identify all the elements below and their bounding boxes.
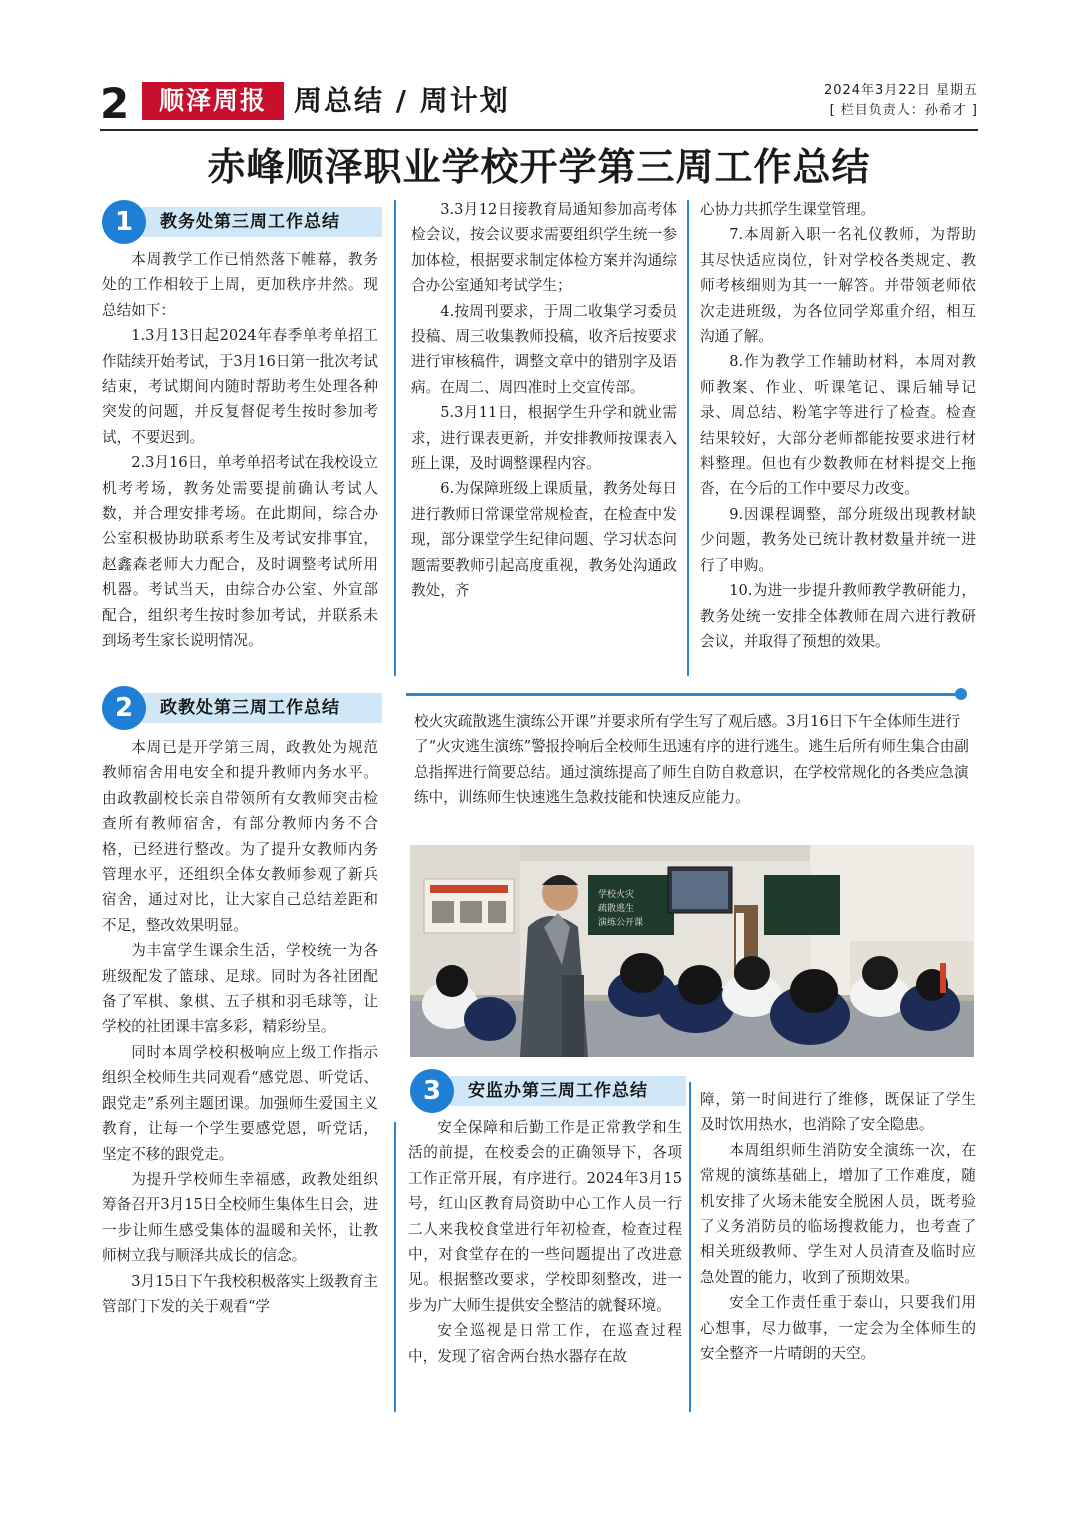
paragraph: 障，第一时间进行了维修，既保证了学生及时饮用热水，也消除了安全隐患。	[700, 1091, 976, 1134]
column-divider	[394, 200, 396, 676]
section-title: 周总结 / 周计划	[294, 84, 510, 117]
paragraph: 安全工作责任重于泰山，只要我们用心想事，尽力做事，一定会为全体师生的安全整齐一片晴朗的天空。	[700, 1294, 976, 1363]
section-3-column-2	[700, 1087, 976, 1366]
paragraph: 同时本周学校积极响应上级工作指示组织全校师生共同观看“感党恩、听党话、跟党走”系列主题团课。加强师生爱国主义教育，让每一个学生要感党恩，听党话，坚定不移的跟党走。	[102, 1043, 378, 1163]
paper-logo: 顺泽周报	[142, 82, 284, 120]
paragraph: 校火灾疏散逃生演练公开课”并要求所有学生写了观后感。3月16日下午全体师生进行了“火灾逃生演练”警报拎响后全校师生迅速有序的进行逃生。逃生后所有师生集合由副总指挥进行简要总结。通过演练提高了师生自防自救意识，在学校常规化的各类应急演练中，训练师生快速逃生急救技能和快速反应能力。	[414, 713, 969, 807]
paragraph: 3.3月12日接教育局通知参加高考体检会议，按会议要求需要组织学生统一参加体检，根据要求制定体检方案并沟通综合办公室通知考试学生；	[411, 201, 677, 295]
paragraph: 2.3月16日，单考单招考试在我校设立机考考场，教务处需要提前确认考试人数，并合理安排考场。在此期间，综合办公室积极协助联系考生及考试安排事宜，赵鑫森老师大力配合，及时调整考试所用机器。考试当天，由综合办公室、外宣部配合，组织考生按时参加考试，并联系未到场考生家长说明情况。	[102, 454, 378, 650]
paragraph: 10.为进一步提升教师教学教研能力，教务处统一安排全体教师在周六进行教研会议，并取得了预想的效果。	[700, 582, 976, 650]
section-divider	[406, 693, 962, 696]
issue-date: 2024年3月22日 星期五	[823, 83, 978, 98]
paragraph: 为丰富学生课余生活，学校统一为各班级配发了篮球、足球。同时为各社团配备了军棋、象棋、五子棋和羽毛球等，让学校的社团课丰富多彩，精彩纷呈。	[102, 942, 378, 1036]
section-2-number-badge: 2	[102, 686, 146, 730]
column-divider	[687, 200, 689, 676]
paragraph: 4.按周刊要求，于周二收集学习委员投稿、周三收集教师投稿，收齐后按要求进行审核稿件，调整文章中的错别字及语病。在周二、周四准时上交宣传部。	[411, 302, 677, 396]
section-2-continued	[414, 709, 974, 811]
paragraph: 心协力共抓学生课堂管理。	[700, 201, 876, 218]
paragraph: 9.因课程调整，部分班级出现教材缺少问题，教务处已统计教材数量并统一进行了申购。	[700, 505, 976, 574]
column-editor: [ 栏目负责人：孙希才 ]	[829, 103, 978, 118]
section-2-title: 政教处第三周工作总结	[142, 693, 382, 723]
paragraph: 安全巡视是日常工作，在巡查过程中，发现了宿舍两台热水器存在故	[408, 1322, 682, 1365]
paragraph: 8.作为教学工作辅助材料，本周对教师教案、作业、听课笔记、课后辅导记录、周总结、粉笔字等进行了检查。检查结果较好，大部分老师都能按要求进行材料整理。但也有少数教师在材料提交上拖沓，在今后的工作中要尽力改变。	[700, 353, 976, 498]
section-1-header	[102, 200, 382, 244]
section-1-title: 教务处第三周工作总结	[142, 207, 382, 237]
paragraph: 5.3月11日，根据学生升学和就业需求，进行课表更新，并安排教师按课表入班上课，及时调整课程内容。	[411, 404, 677, 473]
paragraph: 本周教学工作已悄然落下帷幕，教务处的工作相较于上周，更加秩序井然。现总结如下：	[102, 251, 378, 319]
section-3-title: 安监办第三周工作总结	[450, 1076, 686, 1106]
section-3-number-badge: 3	[410, 1069, 454, 1113]
paragraph: 本周已是开学第三周，政教处为规范教师宿舍用电安全和提升教师内务水平。由政教副校长亲自带领所有女教师突击检查所有教师宿舍，有部分教师内务不合格，已经进行整改。为了提升女教师内务管理水平，还组织全体女教师参观了新兵宿舍，通过对比，让大家自己总结差距和不足，整改效果明显。	[102, 739, 378, 934]
page-number: 2	[100, 79, 130, 128]
svg-text:疏散逃生: 疏散逃生	[598, 904, 635, 914]
paragraph: 6.为保障班级上课质量，教务处每日进行教师日常课堂常规检查，在检查中发现，部分课堂学生纪律问题、学习状态问题需要教师引起高度重视，教务处沟通政教处，齐	[411, 480, 677, 600]
masthead-rule	[100, 129, 978, 131]
paragraph: 1.3月13日起2024年春季单考单招工作陆续开始考试，于3月16日第一批次考试结束，考试期间内随时帮助考生处理各种突发的问题，并反复督促考生按时参加考试，不要迟到。	[102, 327, 378, 446]
section-1-column-2	[411, 197, 677, 604]
paragraph: 安全保障和后勤工作是正常教学和生活的前提，在校委会的正确领导下，各项工作正常开展，有序进行。2024年3月15号，红山区教育局资助中心工作人员一行二人来我校食堂进行年初检查，检查过程中，对食堂存在的一些问题提出了改进意见。根据整改要求，学校即刻整改，进一步为广大师生提供安全整洁的就餐环境。	[408, 1119, 682, 1314]
column-divider	[394, 1122, 396, 1412]
page-headline: 赤峰顺泽职业学校开学第三周工作总结	[207, 145, 871, 189]
paragraph: 7.本周新入职一名礼仪教师，为帮助其尽快适应岗位，针对学校各类规定、教师考核细则为其一一解答。并带领老师依次走进班级，为各位同学郑重介绍，相互沟通了解。	[700, 226, 976, 346]
section-2-header	[102, 686, 382, 730]
svg-text:演练公开课: 演练公开课	[598, 918, 644, 928]
paragraph: 本周组织师生消防安全演练一次，在常规的演练基础上，增加了工作难度，随机安排了火场未能安全脱困人员，既考验了义务消防员的临场搜救能力，也考查了相关班级教师、学生对人员清查及临时应急处置的能力，收到了预期效果。	[700, 1141, 976, 1286]
divider-dot	[955, 688, 967, 700]
photo-illustration	[410, 845, 974, 1057]
section-1-column-1	[102, 247, 378, 654]
paragraph: 为提升学校师生幸福感，政教处组织筹备召开3月15日全校师生集体生日会，进一步让师生感受集体的温暖和关怀，让教师树立我与顺泽共成长的信念。	[102, 1170, 378, 1265]
section-1-column-3	[700, 197, 976, 654]
paragraph: 3月15日下午我校积极落实上级教育主管部门下发的关于观看“学	[102, 1272, 378, 1315]
section-2-column-1	[102, 735, 378, 1319]
column-divider	[689, 1082, 691, 1412]
section-3-column-1	[408, 1115, 682, 1369]
fire-drill-classroom-photo	[410, 845, 974, 1057]
svg-text:学校火灾: 学校火灾	[598, 890, 635, 900]
section-3-header	[410, 1069, 686, 1113]
section-1-number-badge: 1	[102, 200, 146, 244]
